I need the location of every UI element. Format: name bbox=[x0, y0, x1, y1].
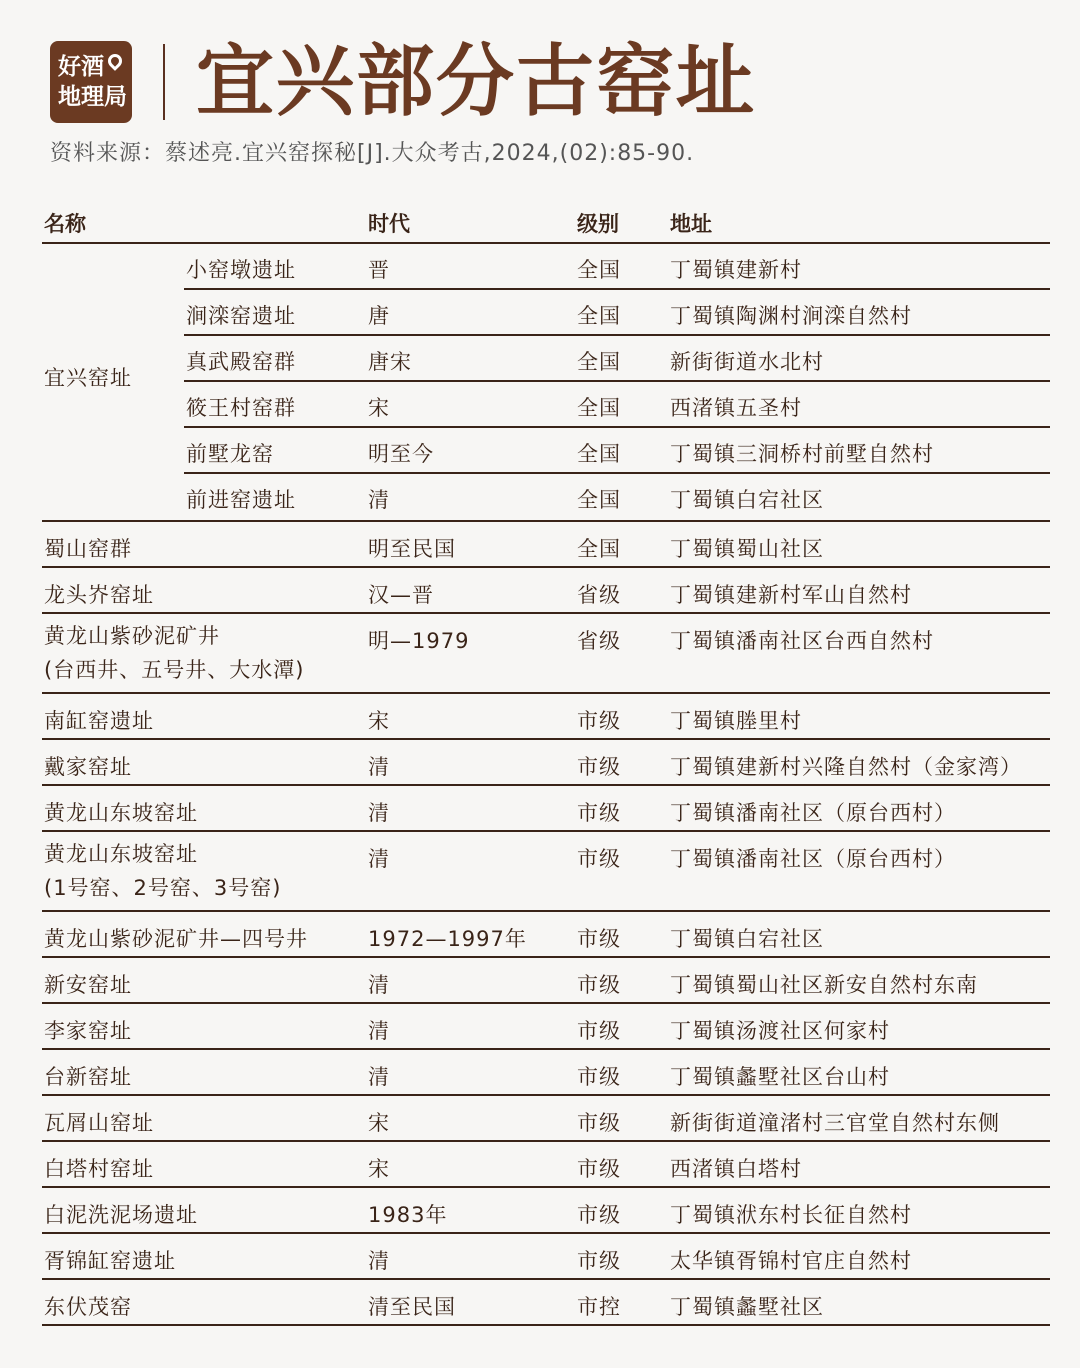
site-name bbox=[44, 1245, 176, 1275]
site-level: 市级 bbox=[577, 1203, 621, 1227]
site-era: 唐 bbox=[368, 304, 390, 328]
table-row bbox=[42, 786, 1050, 832]
site-address: 丁蜀镇蜀山社区 bbox=[670, 537, 824, 561]
table-row bbox=[42, 614, 1050, 694]
table-row bbox=[42, 912, 1050, 958]
site-era: 宋 bbox=[368, 709, 390, 733]
site-name: 筱王村窑群 bbox=[186, 396, 296, 420]
header-era: 时代 bbox=[368, 212, 410, 236]
table-row bbox=[42, 1004, 1050, 1050]
site-level: 市级 bbox=[577, 973, 621, 997]
site-name-line1: 蜀山窑群 bbox=[44, 537, 132, 561]
site-level: 全国 bbox=[577, 537, 621, 561]
table-row bbox=[42, 522, 1050, 568]
site-level: 全国 bbox=[577, 350, 621, 374]
header-level: 级别 bbox=[577, 212, 619, 236]
site-name bbox=[44, 1153, 154, 1183]
site-era: 明至今 bbox=[368, 442, 434, 466]
site-address: 丁蜀镇陶渊村涧滦自然村 bbox=[670, 304, 912, 328]
site-level: 市控 bbox=[577, 1295, 621, 1319]
site-address: 丁蜀镇潘南社区台西自然村 bbox=[670, 629, 934, 653]
table-row bbox=[184, 336, 1050, 382]
site-name: 真武殿窑群 bbox=[186, 350, 296, 374]
site-address: 丁蜀镇塍里村 bbox=[670, 709, 802, 733]
site-name-line1: 新安窑址 bbox=[44, 973, 132, 997]
site-era: 清 bbox=[368, 847, 390, 871]
site-address: 丁蜀镇白宕社区 bbox=[670, 488, 824, 512]
site-level: 市级 bbox=[577, 1111, 621, 1135]
site-era: 清 bbox=[368, 1065, 390, 1089]
table-row bbox=[42, 1280, 1050, 1326]
site-name-line1: 白塔村窑址 bbox=[44, 1157, 154, 1181]
site-name-line1: 胥锦缸窑遗址 bbox=[44, 1249, 176, 1273]
table-row bbox=[42, 568, 1050, 614]
site-address: 丁蜀镇洑东村长征自然村 bbox=[670, 1203, 912, 1227]
site-era: 清 bbox=[368, 1249, 390, 1273]
table-row bbox=[184, 382, 1050, 428]
site-era: 清 bbox=[368, 488, 390, 512]
site-era: 清 bbox=[368, 801, 390, 825]
site-name-line1: 黄龙山紫砂泥矿井—四号井 bbox=[44, 927, 308, 951]
site-level: 全国 bbox=[577, 304, 621, 328]
site-name: 小窑墩遗址 bbox=[186, 258, 296, 282]
site-name-line1: 黄龙山东坡窑址 bbox=[44, 842, 198, 866]
site-name bbox=[44, 969, 132, 999]
site-name bbox=[44, 705, 154, 735]
site-name-line1: 李家窑址 bbox=[44, 1019, 132, 1043]
site-name bbox=[44, 1107, 154, 1137]
site-era: 晋 bbox=[368, 258, 390, 282]
site-address: 丁蜀镇蠡墅社区 bbox=[670, 1295, 824, 1319]
site-era: 宋 bbox=[368, 1157, 390, 1181]
table-row bbox=[184, 244, 1050, 290]
table-row bbox=[42, 1050, 1050, 1096]
group-yixing-kilns bbox=[42, 244, 1050, 522]
table-row bbox=[42, 1234, 1050, 1280]
site-name-line1: 台新窑址 bbox=[44, 1065, 132, 1089]
site-level: 市级 bbox=[577, 1065, 621, 1089]
table-row bbox=[184, 428, 1050, 474]
site-level: 省级 bbox=[577, 583, 621, 607]
site-level: 市级 bbox=[577, 709, 621, 733]
brand-line1: 好酒 bbox=[58, 54, 104, 80]
table-body bbox=[42, 522, 1050, 1326]
site-era: 明—1979 bbox=[368, 629, 470, 653]
brand-line2: 地理局 bbox=[58, 84, 127, 110]
site-address: 丁蜀镇蠡墅社区台山村 bbox=[670, 1065, 890, 1089]
site-address: 丁蜀镇建新村 bbox=[670, 258, 802, 282]
site-name-line2: (1号窑、2号窑、3号窑) bbox=[44, 876, 282, 900]
table-row bbox=[42, 832, 1050, 912]
site-level: 全国 bbox=[577, 396, 621, 420]
site-name-line1: 南缸窑遗址 bbox=[44, 709, 154, 733]
site-level: 市级 bbox=[577, 847, 621, 871]
site-address: 丁蜀镇建新村军山自然村 bbox=[670, 583, 912, 607]
site-address: 丁蜀镇蜀山社区新安自然村东南 bbox=[670, 973, 978, 997]
site-address: 太华镇胥锦村官庄自然村 bbox=[670, 1249, 912, 1273]
site-name bbox=[44, 579, 154, 609]
site-address: 丁蜀镇汤渡社区何家村 bbox=[670, 1019, 890, 1043]
header-address: 地址 bbox=[670, 212, 712, 236]
table-row bbox=[42, 958, 1050, 1004]
site-name bbox=[44, 751, 132, 781]
site-level: 市级 bbox=[577, 755, 621, 779]
site-name bbox=[44, 1061, 132, 1091]
site-era: 唐宋 bbox=[368, 350, 412, 374]
group-name: 宜兴窑址 bbox=[44, 366, 132, 390]
table-row bbox=[184, 474, 1050, 518]
site-address: 新街街道潼渚村三官堂自然村东侧 bbox=[670, 1111, 1000, 1135]
table-row bbox=[42, 1142, 1050, 1188]
site-address: 西渚镇五圣村 bbox=[670, 396, 802, 420]
site-level: 市级 bbox=[577, 801, 621, 825]
group-subrows bbox=[184, 244, 1050, 518]
site-name-line1: 黄龙山东坡窑址 bbox=[44, 801, 198, 825]
header-name: 名称 bbox=[44, 212, 86, 236]
site-name bbox=[44, 533, 132, 563]
source-citation: 资料来源：蔡述亮.宜兴窑探秘[J].大众考古,2024,(02):85-90. bbox=[50, 141, 695, 166]
table-row bbox=[42, 740, 1050, 786]
site-name-line1: 戴家窑址 bbox=[44, 755, 132, 779]
site-address: 丁蜀镇三洞桥村前墅自然村 bbox=[670, 442, 934, 466]
site-level: 省级 bbox=[577, 629, 621, 653]
page-title: 宜兴部分古窑址 bbox=[196, 36, 757, 127]
table-row bbox=[42, 1096, 1050, 1142]
site-era: 明至民国 bbox=[368, 537, 456, 561]
site-address: 丁蜀镇白宕社区 bbox=[670, 927, 824, 951]
kiln-sites-table bbox=[42, 200, 1050, 1326]
site-name bbox=[44, 619, 304, 687]
site-name-line1: 龙头岕窑址 bbox=[44, 583, 154, 607]
site-name: 前墅龙窑 bbox=[186, 442, 274, 466]
site-name bbox=[44, 1199, 198, 1229]
site-name-line1: 瓦屑山窑址 bbox=[44, 1111, 154, 1135]
site-level: 全国 bbox=[577, 488, 621, 512]
site-name: 前进窑遗址 bbox=[186, 488, 296, 512]
site-name bbox=[44, 923, 308, 953]
site-name bbox=[44, 1291, 132, 1321]
site-name: 涧滦窑遗址 bbox=[186, 304, 296, 328]
site-name-line1: 东伏茂窑 bbox=[44, 1295, 132, 1319]
site-era: 宋 bbox=[368, 1111, 390, 1135]
site-name bbox=[44, 1015, 132, 1045]
site-era: 宋 bbox=[368, 396, 390, 420]
title-divider bbox=[163, 44, 165, 120]
site-name-line2: (台西井、五号井、大水潭) bbox=[44, 658, 305, 682]
site-address: 丁蜀镇潘南社区（原台西村） bbox=[670, 847, 956, 871]
table-row bbox=[42, 694, 1050, 740]
site-name bbox=[44, 837, 281, 905]
site-name bbox=[44, 797, 198, 827]
site-era: 1983年 bbox=[368, 1203, 448, 1227]
site-level: 市级 bbox=[577, 1019, 621, 1043]
table-header bbox=[42, 200, 1050, 244]
table-row bbox=[42, 1188, 1050, 1234]
site-level: 全国 bbox=[577, 442, 621, 466]
table-row bbox=[184, 290, 1050, 336]
site-era: 清至民国 bbox=[368, 1295, 456, 1319]
site-address: 丁蜀镇建新村兴隆自然村（金家湾） bbox=[670, 755, 1022, 779]
site-era: 清 bbox=[368, 973, 390, 997]
brand-logo bbox=[50, 41, 132, 123]
site-era: 清 bbox=[368, 755, 390, 779]
site-address: 新街街道水北村 bbox=[670, 350, 824, 374]
site-level: 市级 bbox=[577, 1157, 621, 1181]
site-era: 清 bbox=[368, 1019, 390, 1043]
site-level: 市级 bbox=[577, 927, 621, 951]
site-address: 西渚镇白塔村 bbox=[670, 1157, 802, 1181]
site-address: 丁蜀镇潘南社区（原台西村） bbox=[670, 801, 956, 825]
site-era: 汉—晋 bbox=[368, 583, 434, 607]
site-name-line1: 白泥洗泥场遗址 bbox=[44, 1203, 198, 1227]
site-name-line1: 黄龙山紫砂泥矿井 bbox=[44, 624, 220, 648]
site-era: 1972—1997年 bbox=[368, 927, 527, 951]
site-level: 全国 bbox=[577, 258, 621, 282]
site-level: 市级 bbox=[577, 1249, 621, 1273]
